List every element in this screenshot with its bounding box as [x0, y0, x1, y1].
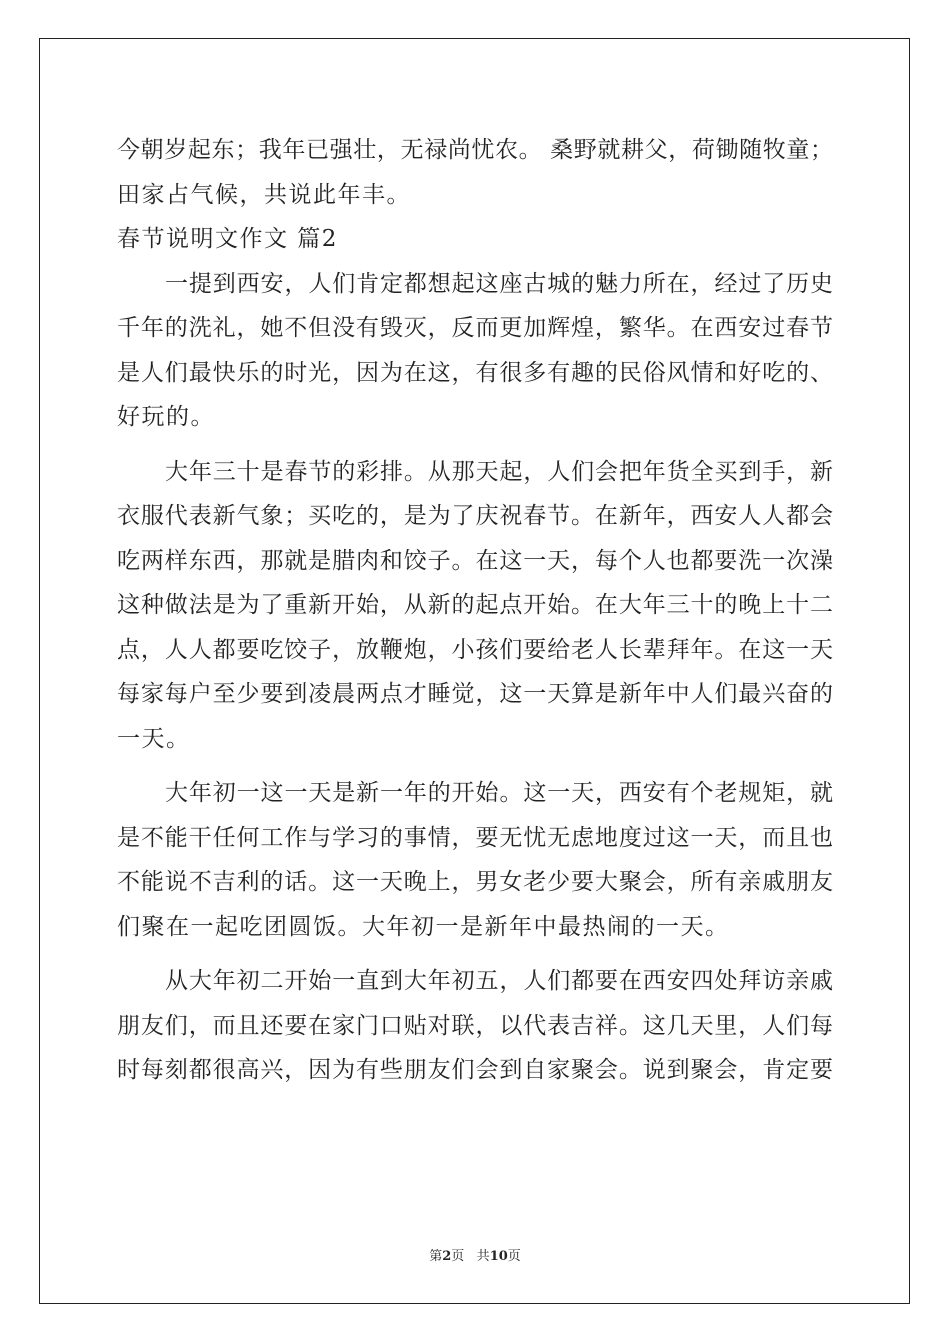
- paragraph-first-line: 大年三十是春节的彩排。从那天起，人们会把年货全买到手，新: [165, 458, 833, 485]
- paragraph-first-line: 大年初一这一天是新一年的开始。这一天，西安有个老规矩，就: [165, 780, 833, 806]
- text-line: 好玩的。: [117, 404, 215, 430]
- page-footer: [0, 1245, 950, 1264]
- paragraph-first-line: 从大年初二开始一直到大年初五，人们都要在西安四处拜访亲戚: [165, 968, 833, 994]
- page-prefix: 第: [429, 1249, 443, 1264]
- text-line: 今朝岁起东；我年已强壮，无禄尚忧农。 桑野就耕父，荷锄随牧童；: [117, 137, 833, 163]
- text-line: 千年的洗礼，她不但没有毁灭，反而更加辉煌，繁华。在西安过春节: [117, 315, 833, 341]
- text-line: 们聚在一起吃团圆饭。大年初一是新年中最热闹的一天。: [117, 913, 730, 940]
- text-line: 这种做法是为了重新开始，从新的起点开始。在大年三十的晚上十二: [117, 592, 833, 618]
- total-pages: 10: [489, 1249, 508, 1264]
- total-prefix: 共: [476, 1249, 490, 1264]
- document-body: [117, 128, 833, 1093]
- text-line: 每家每户至少要到凌晨两点才睡觉，这一天算是新年中人们最兴奋的: [117, 681, 833, 707]
- text-line: 不能说不吉利的话。这一天晚上，男女老少要大聚会，所有亲戚朋友: [117, 869, 833, 895]
- paragraph-first-line: 一提到西安，人们肯定都想起这座古城的魅力所在，经过了历史: [165, 270, 833, 297]
- text-line: 一天。: [117, 725, 191, 752]
- text-line: 衣服代表新气象；买吃的，是为了庆祝春节。在新年，西安人人都会: [117, 503, 833, 529]
- page-number: 2: [442, 1249, 452, 1264]
- total-suffix: 页: [507, 1249, 521, 1264]
- text-line: 吃两样东西，那就是腊肉和饺子。在这一天，每个人也都要洗一次澡: [117, 547, 833, 574]
- text-line: 点，人人都要吃饺子，放鞭炮，小孩们要给老人长辈拜年。在这一天: [117, 636, 833, 663]
- text-line: 田家占气候，共说此年丰。: [117, 181, 411, 208]
- text-line: 是人们最快乐的时光，因为在这，有很多有趣的民俗风情和好吃的、: [117, 359, 833, 386]
- text-line: 时每刻都很高兴，因为有些朋友们会到自家聚会。说到聚会，肯定要: [117, 1057, 833, 1083]
- page-suffix: 页: [451, 1249, 465, 1264]
- text-line: 是不能干任何工作与学习的事情，要无忧无虑地度过这一天，而且也: [117, 824, 833, 851]
- text-line: 朋友们，而且还要在家门口贴对联，以代表吉祥。这几天里，人们每: [117, 1012, 833, 1039]
- section-heading: 春节说明文作文 篇2: [117, 226, 338, 252]
